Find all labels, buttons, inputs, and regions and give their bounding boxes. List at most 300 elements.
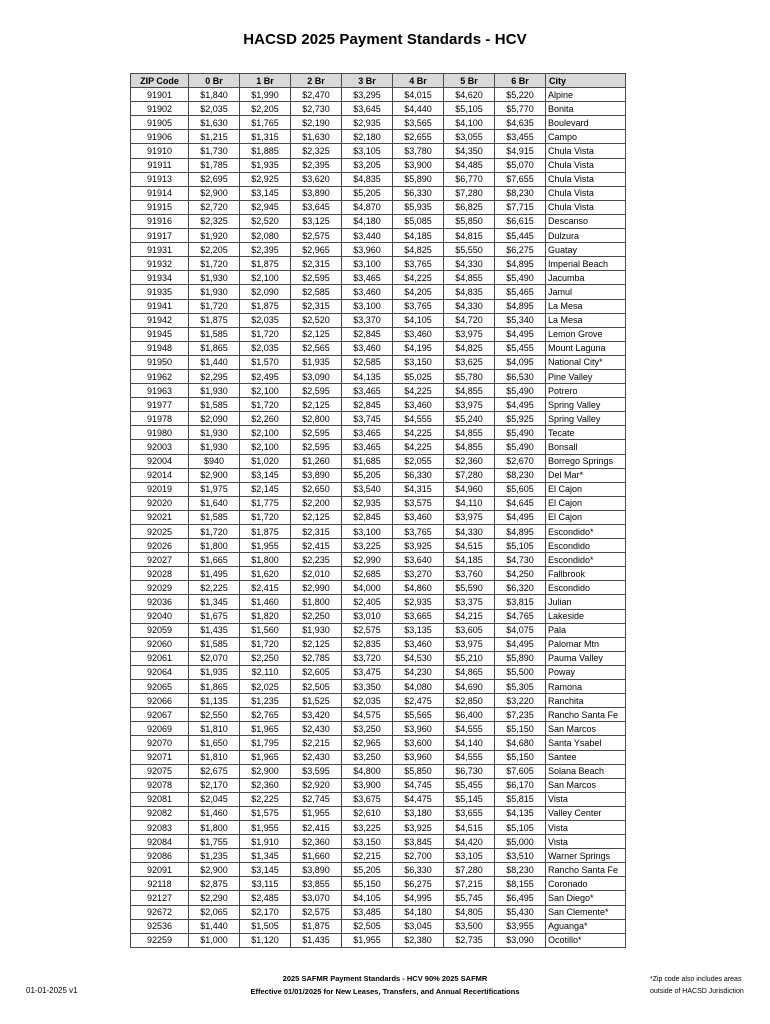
payment-3-br-cell: $2,845 xyxy=(342,398,393,412)
payment-0-br-cell: $1,135 xyxy=(189,694,240,708)
header-4-br: 4 Br xyxy=(393,74,444,88)
zip-code-cell: 91905 xyxy=(131,116,189,130)
payment-2-br-cell: $3,890 xyxy=(291,468,342,482)
zip-code-cell: 92027 xyxy=(131,553,189,567)
payment-6-br-cell: $3,220 xyxy=(495,694,546,708)
payment-5-br-cell: $3,605 xyxy=(444,623,495,637)
payment-2-br-cell: $3,855 xyxy=(291,877,342,891)
payment-4-br-cell: $2,380 xyxy=(393,933,444,947)
zip-code-cell: 92036 xyxy=(131,595,189,609)
payment-3-br-cell: $4,180 xyxy=(342,214,393,228)
payment-2-br-cell: $2,215 xyxy=(291,736,342,750)
payment-2-br-cell: $2,200 xyxy=(291,496,342,510)
payment-1-br-cell: $1,120 xyxy=(240,933,291,947)
payment-2-br-cell: $2,325 xyxy=(291,144,342,158)
zip-code-cell: 91911 xyxy=(131,158,189,172)
payment-0-br-cell: $1,930 xyxy=(189,285,240,299)
payment-3-br-cell: $2,610 xyxy=(342,806,393,820)
city-cell: Ranchita xyxy=(546,694,626,708)
payment-2-br-cell: $2,585 xyxy=(291,285,342,299)
payment-5-br-cell: $2,735 xyxy=(444,933,495,947)
table-row xyxy=(131,567,626,581)
payment-5-br-cell: $6,770 xyxy=(444,172,495,186)
payment-1-br-cell: $1,885 xyxy=(240,144,291,158)
table-row xyxy=(131,750,626,764)
city-cell: Pala xyxy=(546,623,626,637)
table-row xyxy=(131,792,626,806)
payment-6-br-cell: $7,235 xyxy=(495,708,546,722)
payment-2-br-cell: $1,435 xyxy=(291,933,342,947)
payment-0-br-cell: $2,090 xyxy=(189,412,240,426)
payment-4-br-cell: $4,080 xyxy=(393,680,444,694)
payment-0-br-cell: $1,345 xyxy=(189,595,240,609)
table-row xyxy=(131,778,626,792)
payment-2-br-cell: $1,930 xyxy=(291,623,342,637)
payment-3-br-cell: $3,465 xyxy=(342,384,393,398)
payment-1-br-cell: $1,575 xyxy=(240,806,291,820)
payment-0-br-cell: $1,585 xyxy=(189,510,240,524)
payment-4-br-cell: $3,765 xyxy=(393,525,444,539)
payment-1-br-cell: $1,990 xyxy=(240,88,291,102)
payment-6-br-cell: $3,455 xyxy=(495,130,546,144)
payment-1-br-cell: $2,110 xyxy=(240,665,291,679)
payment-1-br-cell: $3,145 xyxy=(240,468,291,482)
city-cell: Chula Vista xyxy=(546,186,626,200)
zip-code-cell: 92118 xyxy=(131,877,189,891)
city-cell: Chula Vista xyxy=(546,158,626,172)
payment-5-br-cell: $4,420 xyxy=(444,835,495,849)
payment-6-br-cell: $5,445 xyxy=(495,229,546,243)
payment-6-br-cell: $4,765 xyxy=(495,609,546,623)
zip-code-cell: 91902 xyxy=(131,102,189,116)
table-row xyxy=(131,271,626,285)
payment-0-br-cell: $2,550 xyxy=(189,708,240,722)
zip-code-cell: 91980 xyxy=(131,426,189,440)
payment-1-br-cell: $2,145 xyxy=(240,482,291,496)
table-row xyxy=(131,595,626,609)
zip-code-cell: 92259 xyxy=(131,933,189,947)
payment-2-br-cell: $2,730 xyxy=(291,102,342,116)
payment-1-br-cell: $1,505 xyxy=(240,919,291,933)
payment-4-br-cell: $4,230 xyxy=(393,665,444,679)
payment-6-br-cell: $4,895 xyxy=(495,257,546,271)
city-cell: Campo xyxy=(546,130,626,144)
payment-6-br-cell: $5,490 xyxy=(495,271,546,285)
payment-0-br-cell: $2,325 xyxy=(189,214,240,228)
payment-3-br-cell: $3,100 xyxy=(342,299,393,313)
payment-2-br-cell: $2,430 xyxy=(291,750,342,764)
zip-code-cell: 92060 xyxy=(131,637,189,651)
payment-2-br-cell: $2,360 xyxy=(291,835,342,849)
payment-6-br-cell: $5,105 xyxy=(495,820,546,834)
zip-code-cell: 92672 xyxy=(131,905,189,919)
payment-4-br-cell: $3,460 xyxy=(393,327,444,341)
payment-2-br-cell: $1,630 xyxy=(291,130,342,144)
payment-0-br-cell: $2,045 xyxy=(189,792,240,806)
zip-code-cell: 92071 xyxy=(131,750,189,764)
payment-1-br-cell: $1,020 xyxy=(240,454,291,468)
payment-4-br-cell: $3,565 xyxy=(393,116,444,130)
table-row xyxy=(131,722,626,736)
city-cell: Santa Ysabel xyxy=(546,736,626,750)
payment-1-br-cell: $1,965 xyxy=(240,722,291,736)
payment-6-br-cell: $4,895 xyxy=(495,525,546,539)
payment-0-br-cell: $2,290 xyxy=(189,891,240,905)
city-cell: Lakeside xyxy=(546,609,626,623)
table-row xyxy=(131,919,626,933)
payment-1-br-cell: $1,460 xyxy=(240,595,291,609)
payment-6-br-cell: $7,715 xyxy=(495,200,546,214)
table-row xyxy=(131,327,626,341)
payment-0-br-cell: $1,730 xyxy=(189,144,240,158)
zip-code-cell: 91934 xyxy=(131,271,189,285)
payment-1-br-cell: $1,720 xyxy=(240,398,291,412)
payment-2-br-cell: $2,315 xyxy=(291,299,342,313)
table-row xyxy=(131,623,626,637)
payment-3-br-cell: $3,350 xyxy=(342,680,393,694)
city-cell: Rancho Santa Fe xyxy=(546,863,626,877)
payment-5-br-cell: $4,690 xyxy=(444,680,495,694)
payment-6-br-cell: $5,220 xyxy=(495,88,546,102)
payment-5-br-cell: $7,280 xyxy=(444,468,495,482)
payment-5-br-cell: $3,975 xyxy=(444,398,495,412)
payment-5-br-cell: $3,975 xyxy=(444,637,495,651)
table-row xyxy=(131,398,626,412)
payment-0-br-cell: $1,865 xyxy=(189,341,240,355)
payment-4-br-cell: $3,960 xyxy=(393,750,444,764)
payment-6-br-cell: $4,495 xyxy=(495,510,546,524)
payment-4-br-cell: $5,025 xyxy=(393,369,444,383)
payment-4-br-cell: $3,460 xyxy=(393,510,444,524)
payment-0-br-cell: $1,930 xyxy=(189,440,240,454)
payment-5-br-cell: $7,215 xyxy=(444,877,495,891)
payment-3-br-cell: $3,150 xyxy=(342,835,393,849)
payment-5-br-cell: $3,975 xyxy=(444,510,495,524)
payment-5-br-cell: $7,280 xyxy=(444,186,495,200)
payment-3-br-cell: $2,935 xyxy=(342,496,393,510)
payment-5-br-cell: $4,865 xyxy=(444,665,495,679)
payment-2-br-cell: $2,990 xyxy=(291,581,342,595)
table-header-row xyxy=(131,74,626,88)
table-row xyxy=(131,384,626,398)
city-cell: Ramona xyxy=(546,680,626,694)
payment-6-br-cell: $5,890 xyxy=(495,651,546,665)
payment-2-br-cell: $3,595 xyxy=(291,764,342,778)
footnote-line-1: *Zip code also includes areas xyxy=(650,976,742,983)
payment-4-br-cell: $4,225 xyxy=(393,384,444,398)
payment-6-br-cell: $5,430 xyxy=(495,905,546,919)
city-cell: Descanso xyxy=(546,214,626,228)
payment-2-br-cell: $2,920 xyxy=(291,778,342,792)
payment-3-br-cell: $2,215 xyxy=(342,849,393,863)
payment-1-br-cell: $2,765 xyxy=(240,708,291,722)
payment-5-br-cell: $4,855 xyxy=(444,426,495,440)
payment-4-br-cell: $2,655 xyxy=(393,130,444,144)
city-cell: Ocotillo* xyxy=(546,933,626,947)
zip-code-cell: 92064 xyxy=(131,665,189,679)
payment-6-br-cell: $5,455 xyxy=(495,341,546,355)
city-cell: Lemon Grove xyxy=(546,327,626,341)
payment-2-br-cell: $1,800 xyxy=(291,595,342,609)
payment-2-br-cell: $2,595 xyxy=(291,440,342,454)
payment-3-br-cell: $3,540 xyxy=(342,482,393,496)
payment-4-br-cell: $3,925 xyxy=(393,820,444,834)
city-cell: Valley Center xyxy=(546,806,626,820)
table-row xyxy=(131,130,626,144)
table-row xyxy=(131,863,626,877)
payment-6-br-cell: $4,645 xyxy=(495,496,546,510)
city-cell: Tecate xyxy=(546,426,626,440)
city-cell: Chula Vista xyxy=(546,200,626,214)
payment-1-br-cell: $2,250 xyxy=(240,651,291,665)
payment-5-br-cell: $4,555 xyxy=(444,750,495,764)
payment-6-br-cell: $4,495 xyxy=(495,327,546,341)
payment-3-br-cell: $5,205 xyxy=(342,863,393,877)
payment-0-br-cell: $2,170 xyxy=(189,778,240,792)
payment-5-br-cell: $4,515 xyxy=(444,539,495,553)
zip-code-cell: 92086 xyxy=(131,849,189,863)
city-cell: La Mesa xyxy=(546,299,626,313)
city-cell: Escondido xyxy=(546,581,626,595)
zip-code-cell: 91901 xyxy=(131,88,189,102)
payment-3-br-cell: $4,835 xyxy=(342,172,393,186)
payment-5-br-cell: $5,455 xyxy=(444,778,495,792)
table-row xyxy=(131,665,626,679)
payment-6-br-cell: $5,490 xyxy=(495,440,546,454)
city-cell: Bonsall xyxy=(546,440,626,454)
payment-3-br-cell: $2,845 xyxy=(342,327,393,341)
payment-5-br-cell: $4,555 xyxy=(444,722,495,736)
table-row xyxy=(131,553,626,567)
table-row xyxy=(131,496,626,510)
payment-6-br-cell: $6,320 xyxy=(495,581,546,595)
payment-4-br-cell: $2,700 xyxy=(393,849,444,863)
city-cell: Mount Laguna xyxy=(546,341,626,355)
city-cell: Vista xyxy=(546,792,626,806)
payment-6-br-cell: $7,655 xyxy=(495,172,546,186)
payment-3-br-cell: $3,485 xyxy=(342,905,393,919)
payment-5-br-cell: $4,835 xyxy=(444,285,495,299)
payment-4-br-cell: $3,845 xyxy=(393,835,444,849)
payment-0-br-cell: $1,810 xyxy=(189,750,240,764)
payment-1-br-cell: $2,090 xyxy=(240,285,291,299)
payment-1-br-cell: $1,560 xyxy=(240,623,291,637)
zip-code-cell: 92069 xyxy=(131,722,189,736)
payment-1-br-cell: $3,145 xyxy=(240,186,291,200)
payment-5-br-cell: $6,825 xyxy=(444,200,495,214)
payment-4-br-cell: $6,330 xyxy=(393,186,444,200)
table-row xyxy=(131,694,626,708)
payment-6-br-cell: $5,925 xyxy=(495,412,546,426)
payment-5-br-cell: $4,110 xyxy=(444,496,495,510)
zip-code-cell: 92083 xyxy=(131,820,189,834)
payment-2-br-cell: $3,420 xyxy=(291,708,342,722)
city-cell: Santee xyxy=(546,750,626,764)
payment-0-br-cell: $1,785 xyxy=(189,158,240,172)
payment-6-br-cell: $5,340 xyxy=(495,313,546,327)
payment-0-br-cell: $940 xyxy=(189,454,240,468)
payment-4-br-cell: $3,765 xyxy=(393,299,444,313)
payment-4-br-cell: $5,850 xyxy=(393,764,444,778)
payment-0-br-cell: $1,755 xyxy=(189,835,240,849)
payment-5-br-cell: $4,350 xyxy=(444,144,495,158)
page-title: HACSD 2025 Payment Standards - HCV xyxy=(243,31,527,48)
payment-3-br-cell: $5,150 xyxy=(342,877,393,891)
zip-code-cell: 92026 xyxy=(131,539,189,553)
payment-1-br-cell: $1,955 xyxy=(240,820,291,834)
payment-0-br-cell: $1,640 xyxy=(189,496,240,510)
header-1-br: 1 Br xyxy=(240,74,291,88)
city-cell: National City* xyxy=(546,355,626,369)
table-row xyxy=(131,355,626,369)
zip-code-cell: 91913 xyxy=(131,172,189,186)
payment-2-br-cell: $2,470 xyxy=(291,88,342,102)
header-city: City xyxy=(546,74,626,88)
city-cell: Vista xyxy=(546,820,626,834)
payment-0-br-cell: $1,810 xyxy=(189,722,240,736)
payment-2-br-cell: $2,575 xyxy=(291,229,342,243)
table-row xyxy=(131,440,626,454)
table-row xyxy=(131,933,626,947)
zip-code-cell: 92059 xyxy=(131,623,189,637)
city-cell: Potrero xyxy=(546,384,626,398)
payment-2-br-cell: $2,125 xyxy=(291,327,342,341)
payment-4-br-cell: $3,460 xyxy=(393,398,444,412)
table-row xyxy=(131,680,626,694)
payment-5-br-cell: $5,850 xyxy=(444,214,495,228)
payment-1-br-cell: $2,225 xyxy=(240,792,291,806)
payment-3-br-cell: $3,370 xyxy=(342,313,393,327)
payment-5-br-cell: $4,620 xyxy=(444,88,495,102)
city-cell: Coronado xyxy=(546,877,626,891)
payment-0-br-cell: $2,070 xyxy=(189,651,240,665)
payment-6-br-cell: $8,230 xyxy=(495,468,546,482)
payment-6-br-cell: $4,095 xyxy=(495,355,546,369)
payment-3-br-cell: $3,960 xyxy=(342,243,393,257)
zip-code-cell: 91910 xyxy=(131,144,189,158)
payment-1-br-cell: $1,800 xyxy=(240,553,291,567)
payment-3-br-cell: $3,465 xyxy=(342,271,393,285)
payment-6-br-cell: $4,075 xyxy=(495,623,546,637)
city-cell: Pine Valley xyxy=(546,369,626,383)
payment-4-br-cell: $4,745 xyxy=(393,778,444,792)
payment-3-br-cell: $2,180 xyxy=(342,130,393,144)
payment-1-br-cell: $1,570 xyxy=(240,355,291,369)
payment-3-br-cell: $3,010 xyxy=(342,609,393,623)
payment-2-br-cell: $2,785 xyxy=(291,651,342,665)
payment-6-br-cell: $4,135 xyxy=(495,806,546,820)
payment-6-br-cell: $6,170 xyxy=(495,778,546,792)
payment-3-br-cell: $2,990 xyxy=(342,553,393,567)
city-cell: Spring Valley xyxy=(546,412,626,426)
payment-5-br-cell: $4,855 xyxy=(444,440,495,454)
payment-0-br-cell: $1,930 xyxy=(189,426,240,440)
payment-3-br-cell: $3,100 xyxy=(342,257,393,271)
payment-2-br-cell: $3,070 xyxy=(291,891,342,905)
payment-6-br-cell: $5,490 xyxy=(495,384,546,398)
payment-4-br-cell: $3,575 xyxy=(393,496,444,510)
city-cell: Jacumba xyxy=(546,271,626,285)
payment-6-br-cell: $8,230 xyxy=(495,186,546,200)
payment-6-br-cell: $4,495 xyxy=(495,398,546,412)
zip-code-cell: 91978 xyxy=(131,412,189,426)
payment-2-br-cell: $2,415 xyxy=(291,539,342,553)
table-row xyxy=(131,257,626,271)
payment-5-br-cell: $3,760 xyxy=(444,567,495,581)
payment-0-br-cell: $1,665 xyxy=(189,553,240,567)
city-cell: Rancho Santa Fe xyxy=(546,708,626,722)
zip-code-cell: 92127 xyxy=(131,891,189,905)
payment-0-br-cell: $1,215 xyxy=(189,130,240,144)
city-cell: Julian xyxy=(546,595,626,609)
payment-2-br-cell: $2,125 xyxy=(291,510,342,524)
zip-code-cell: 92020 xyxy=(131,496,189,510)
table-row xyxy=(131,581,626,595)
zip-code-cell: 92078 xyxy=(131,778,189,792)
payment-6-br-cell: $3,510 xyxy=(495,849,546,863)
payment-6-br-cell: $5,305 xyxy=(495,680,546,694)
payment-3-br-cell: $3,475 xyxy=(342,665,393,679)
payment-6-br-cell: $5,000 xyxy=(495,835,546,849)
city-cell: Guatay xyxy=(546,243,626,257)
payment-1-br-cell: $1,720 xyxy=(240,510,291,524)
payment-4-br-cell: $4,015 xyxy=(393,88,444,102)
payment-6-br-cell: $3,090 xyxy=(495,933,546,947)
table-row xyxy=(131,243,626,257)
payment-6-br-cell: $3,815 xyxy=(495,595,546,609)
payment-6-br-cell: $6,615 xyxy=(495,214,546,228)
city-cell: Del Mar* xyxy=(546,468,626,482)
footnote xyxy=(650,974,744,998)
city-cell: San Marcos xyxy=(546,778,626,792)
zip-code-cell: 92067 xyxy=(131,708,189,722)
payment-4-br-cell: $3,180 xyxy=(393,806,444,820)
payment-2-br-cell: $2,595 xyxy=(291,271,342,285)
city-cell: San Diego* xyxy=(546,891,626,905)
payment-5-br-cell: $4,960 xyxy=(444,482,495,496)
payment-2-br-cell: $3,890 xyxy=(291,186,342,200)
table-row xyxy=(131,637,626,651)
payment-0-br-cell: $1,440 xyxy=(189,919,240,933)
payment-0-br-cell: $1,675 xyxy=(189,609,240,623)
payment-3-br-cell: $3,440 xyxy=(342,229,393,243)
payment-0-br-cell: $2,065 xyxy=(189,905,240,919)
city-cell: El Cajon xyxy=(546,482,626,496)
header-6-br: 6 Br xyxy=(495,74,546,88)
payment-4-br-cell: $2,055 xyxy=(393,454,444,468)
payment-3-br-cell: $3,225 xyxy=(342,820,393,834)
zip-code-cell: 91917 xyxy=(131,229,189,243)
payment-3-br-cell: $4,575 xyxy=(342,708,393,722)
payment-4-br-cell: $3,960 xyxy=(393,722,444,736)
payment-2-br-cell: $2,650 xyxy=(291,482,342,496)
payment-5-br-cell: $3,655 xyxy=(444,806,495,820)
table-row xyxy=(131,369,626,383)
payment-0-br-cell: $2,900 xyxy=(189,186,240,200)
payment-0-br-cell: $2,695 xyxy=(189,172,240,186)
payment-5-br-cell: $5,590 xyxy=(444,581,495,595)
payment-2-br-cell: $1,260 xyxy=(291,454,342,468)
city-cell: Chula Vista xyxy=(546,144,626,158)
city-cell: Dulzura xyxy=(546,229,626,243)
city-cell: Escondido* xyxy=(546,553,626,567)
payment-3-br-cell: $2,835 xyxy=(342,637,393,651)
payment-4-br-cell: $4,825 xyxy=(393,243,444,257)
zip-code-cell: 91931 xyxy=(131,243,189,257)
table-row xyxy=(131,412,626,426)
city-cell: Palomar Mtn xyxy=(546,637,626,651)
payment-2-br-cell: $1,935 xyxy=(291,355,342,369)
